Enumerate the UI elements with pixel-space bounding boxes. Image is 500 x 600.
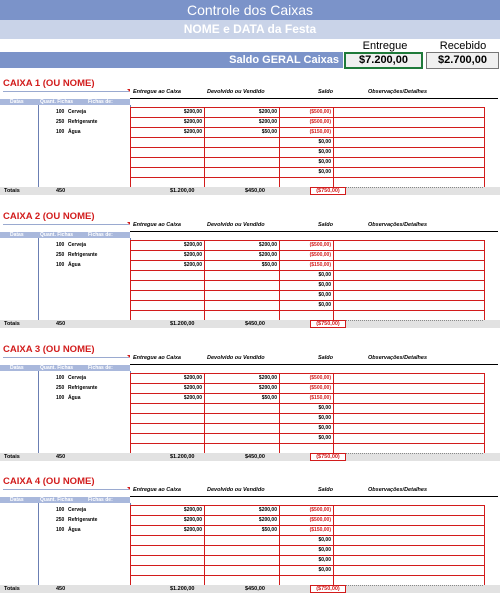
col-entregue-header: Entregue ao Caixa (133, 355, 181, 361)
totals-saldo: ($750,00) (310, 320, 346, 328)
col-datas-header: Datas (10, 232, 24, 238)
grid-cell[interactable] (334, 168, 484, 178)
empty-row-saldo[interactable]: $0,00 (318, 149, 331, 155)
comment-marker-icon (127, 487, 130, 490)
row-entregue[interactable]: $200,00 (183, 242, 202, 248)
totals-saldo: ($750,00) (310, 187, 346, 195)
grid-cell[interactable] (334, 516, 484, 526)
grid-cell[interactable] (131, 271, 205, 281)
row-saldo[interactable]: ($500,00) (309, 109, 331, 115)
col-entregue-header: Entregue ao Caixa (133, 487, 181, 493)
row-ficha[interactable]: Água (68, 262, 81, 268)
grid-cell[interactable] (131, 291, 205, 301)
row-vendido[interactable]: $50,00 (261, 262, 277, 268)
col-quant-header: Quant. Fichas (40, 99, 74, 105)
grid-cell[interactable] (334, 536, 484, 546)
row-entregue[interactable]: $200,00 (183, 527, 202, 533)
row-entregue[interactable]: $200,00 (183, 119, 202, 125)
empty-row-saldo[interactable]: $0,00 (318, 272, 331, 278)
grid-cell[interactable] (334, 424, 484, 434)
grid-cell[interactable] (334, 108, 484, 118)
caixa-title[interactable]: CAIXA 3 (OU NOME) (3, 343, 129, 358)
row-saldo[interactable]: ($500,00) (309, 119, 331, 125)
totals-saldo: ($750,00) (310, 453, 346, 461)
grid-cell[interactable] (131, 424, 205, 434)
grid-cell[interactable] (131, 301, 205, 311)
empty-row-saldo[interactable]: $0,00 (318, 282, 331, 288)
grid-cell[interactable] (205, 168, 280, 178)
grid-cell[interactable] (205, 271, 280, 281)
grid-cell[interactable] (205, 301, 280, 311)
empty-row-saldo[interactable]: $0,00 (318, 169, 331, 175)
grid-cell[interactable] (334, 394, 484, 404)
row-quantity[interactable]: 100 (56, 129, 65, 135)
empty-row-saldo[interactable]: $0,00 (318, 292, 331, 298)
totals-entregue: $1.200,00 (170, 188, 195, 194)
row-saldo[interactable]: ($150,00) (309, 395, 331, 401)
empty-row-saldo[interactable]: $0,00 (318, 557, 331, 563)
col-obs-header: Observações/Detalhes (368, 355, 428, 361)
totals-entregue: $1.200,00 (170, 321, 195, 327)
grid-cell[interactable] (334, 251, 484, 261)
row-entregue[interactable]: $200,00 (183, 109, 202, 115)
column-divider (38, 503, 39, 585)
empty-row-saldo[interactable]: $0,00 (318, 405, 331, 411)
grid-cell[interactable] (334, 526, 484, 536)
grid-cell[interactable] (131, 546, 205, 556)
totals-vendido: $450,00 (245, 586, 265, 592)
row-ficha[interactable]: Cerveja (68, 242, 87, 248)
row-ficha[interactable]: Cerveja (68, 109, 87, 115)
row-saldo[interactable]: ($150,00) (309, 129, 331, 135)
grid-cell[interactable] (205, 138, 280, 148)
grid-cell[interactable] (131, 138, 205, 148)
column-divider (38, 105, 39, 187)
col-fichas-header: Fichas de: (88, 497, 113, 503)
totals-quantity: 450 (56, 586, 66, 592)
row-ficha[interactable]: Cerveja (68, 507, 87, 513)
caixa-section (0, 475, 500, 593)
grid-cell[interactable] (334, 118, 484, 128)
col-quant-header: Quant. Fichas (40, 365, 74, 371)
header-rule (130, 98, 498, 99)
totals-obs-dotted (346, 585, 483, 594)
comment-marker-icon (127, 222, 130, 225)
totals-entregue: $1.200,00 (170, 454, 195, 460)
grid-cell[interactable] (334, 546, 484, 556)
caixa-title[interactable]: CAIXA 4 (OU NOME) (3, 475, 129, 490)
row-vendido[interactable]: $50,00 (261, 395, 277, 401)
column-divider (38, 238, 39, 320)
grid-cell[interactable] (131, 414, 205, 424)
row-entregue[interactable]: $200,00 (183, 262, 202, 268)
empty-row-saldo[interactable]: $0,00 (318, 537, 331, 543)
col-saldo-header: Saldo (318, 355, 333, 361)
col-fichas-header: Fichas de: (88, 232, 113, 238)
totals-quantity: 450 (56, 454, 66, 460)
grid-cell[interactable] (205, 536, 280, 546)
totals-quantity: 450 (56, 321, 66, 327)
col-entregue-header: Entregue ao Caixa (133, 222, 181, 228)
empty-row-saldo[interactable]: $0,00 (318, 425, 331, 431)
recebido-header: Recebido (439, 40, 487, 52)
grid-cell[interactable] (334, 414, 484, 424)
totals-vendido: $450,00 (245, 321, 265, 327)
grid-cell[interactable] (205, 546, 280, 556)
row-saldo[interactable]: ($150,00) (309, 262, 331, 268)
grid-cell[interactable] (205, 424, 280, 434)
grid-cell[interactable] (205, 414, 280, 424)
row-saldo[interactable]: ($500,00) (309, 385, 331, 391)
row-saldo[interactable]: ($500,00) (309, 375, 331, 381)
row-saldo[interactable]: ($500,00) (309, 517, 331, 523)
row-quantity[interactable]: 100 (56, 375, 65, 381)
totals-saldo: ($750,00) (310, 585, 346, 593)
grid-cell[interactable] (205, 556, 280, 566)
row-entregue[interactable]: $200,00 (183, 129, 202, 135)
totals-label: Totais (4, 586, 20, 592)
col-datas-header: Datas (10, 365, 24, 371)
row-quantity[interactable]: 250 (56, 517, 65, 523)
row-saldo[interactable]: ($500,00) (309, 507, 331, 513)
row-ficha[interactable]: Refrigerante (68, 517, 98, 523)
header-rule (130, 231, 498, 232)
empty-row-saldo[interactable]: $0,00 (318, 415, 331, 421)
grid-cell[interactable] (205, 291, 280, 301)
row-ficha[interactable]: Água (68, 129, 81, 135)
grid-cell[interactable] (334, 506, 484, 516)
grid-cell[interactable] (205, 404, 280, 414)
grid-cell[interactable] (131, 434, 205, 444)
row-ficha[interactable]: Cerveja (68, 375, 87, 381)
totals-vendido: $450,00 (245, 454, 265, 460)
header-rule (130, 496, 498, 497)
grid-cell[interactable] (131, 404, 205, 414)
caixa-title[interactable]: CAIXA 2 (OU NOME) (3, 210, 129, 225)
row-ficha[interactable]: Água (68, 395, 81, 401)
row-vendido[interactable]: $200,00 (258, 119, 277, 125)
row-ficha[interactable]: Refrigerante (68, 385, 98, 391)
saldo-entregue-cell[interactable]: $7.200,00 (344, 52, 423, 69)
grid-cell[interactable] (334, 374, 484, 384)
row-vendido[interactable]: $200,00 (258, 109, 277, 115)
grid-cell[interactable] (334, 556, 484, 566)
col-quant-header: Quant. Fichas (40, 232, 74, 238)
row-saldo[interactable]: ($500,00) (309, 252, 331, 258)
row-quantity[interactable]: 100 (56, 262, 65, 268)
empty-row-saldo[interactable]: $0,00 (318, 302, 331, 308)
row-quantity[interactable]: 250 (56, 119, 65, 125)
row-ficha[interactable]: Refrigerante (68, 119, 98, 125)
totals-obs-dotted (346, 453, 483, 462)
grid-cell[interactable] (131, 556, 205, 566)
grid-cell[interactable] (334, 384, 484, 394)
row-vendido[interactable]: $200,00 (258, 242, 277, 248)
col-obs-header: Observações/Detalhes (368, 487, 428, 493)
grid-cell[interactable] (131, 281, 205, 291)
row-vendido[interactable]: $200,00 (258, 517, 277, 523)
grid-cell[interactable] (205, 158, 280, 168)
row-vendido[interactable]: $200,00 (258, 385, 277, 391)
empty-row-saldo[interactable]: $0,00 (318, 547, 331, 553)
grid-cell[interactable] (205, 148, 280, 158)
grid-cell[interactable] (334, 281, 484, 291)
row-vendido[interactable]: $200,00 (258, 507, 277, 513)
grid-cell[interactable] (334, 291, 484, 301)
totals-entregue: $1.200,00 (170, 586, 195, 592)
empty-row-saldo[interactable]: $0,00 (318, 139, 331, 145)
row-quantity[interactable]: 100 (56, 527, 65, 533)
col-obs-header: Observações/Detalhes (368, 89, 428, 95)
empty-row-saldo[interactable]: $0,00 (318, 567, 331, 573)
grid-cell[interactable] (131, 158, 205, 168)
grid-cell[interactable] (131, 148, 205, 158)
caixa-section (0, 210, 500, 328)
caixa-section (0, 343, 500, 461)
row-entregue[interactable]: $200,00 (183, 507, 202, 513)
header-rule (130, 364, 498, 365)
row-saldo[interactable]: ($500,00) (309, 242, 331, 248)
row-quantity[interactable]: 250 (56, 385, 65, 391)
col-datas-header: Datas (10, 99, 24, 105)
row-quantity[interactable]: 100 (56, 109, 65, 115)
grid-cell[interactable] (205, 434, 280, 444)
totals-obs-dotted (346, 187, 483, 196)
col-saldo-header: Saldo (318, 89, 333, 95)
totals-vendido: $450,00 (245, 188, 265, 194)
totals-label: Totais (4, 188, 20, 194)
grid-cell[interactable] (334, 404, 484, 414)
row-entregue[interactable]: $200,00 (183, 395, 202, 401)
col-datas-header: Datas (10, 497, 24, 503)
grid-cell[interactable] (334, 148, 484, 158)
col-vendido-header: Devolvido ou Vendido (207, 355, 265, 361)
totals-label: Totais (4, 454, 20, 460)
grid-cell[interactable] (334, 241, 484, 251)
caixa-section (0, 77, 500, 195)
col-entregue-header: Entregue ao Caixa (133, 89, 181, 95)
grid-cell[interactable] (334, 566, 484, 576)
sheet-title: Controle dos Caixas (0, 0, 500, 20)
col-obs-header: Observações/Detalhes (368, 222, 428, 228)
saldo-recebido-cell[interactable]: $2.700,00 (426, 52, 499, 69)
caixa-title[interactable]: CAIXA 1 (OU NOME) (3, 77, 129, 92)
row-ficha[interactable]: Água (68, 527, 81, 533)
col-fichas-header: Fichas de: (88, 99, 113, 105)
row-vendido[interactable]: $50,00 (261, 527, 277, 533)
entregue-header: Entregue (362, 40, 408, 52)
row-vendido[interactable]: $200,00 (258, 375, 277, 381)
row-quantity[interactable]: 100 (56, 395, 65, 401)
row-quantity[interactable]: 100 (56, 242, 65, 248)
grid-cell[interactable] (131, 566, 205, 576)
row-vendido[interactable]: $200,00 (258, 252, 277, 258)
grid-cell[interactable] (334, 301, 484, 311)
saldo-geral-label: Saldo GERAL Caixas (0, 52, 343, 68)
row-ficha[interactable]: Refrigerante (68, 252, 98, 258)
grid-cell[interactable] (334, 434, 484, 444)
grid-cell[interactable] (131, 536, 205, 546)
totals-label: Totais (4, 321, 20, 327)
empty-row-saldo[interactable]: $0,00 (318, 159, 331, 165)
totals-quantity: 450 (56, 188, 66, 194)
grid-cell[interactable] (334, 271, 484, 281)
grid-cell[interactable] (205, 566, 280, 576)
grid-cell[interactable] (131, 168, 205, 178)
col-quant-header: Quant. Fichas (40, 497, 74, 503)
row-quantity[interactable]: 100 (56, 507, 65, 513)
row-vendido[interactable]: $50,00 (261, 129, 277, 135)
row-saldo[interactable]: ($150,00) (309, 527, 331, 533)
column-divider (38, 371, 39, 453)
col-vendido-header: Devolvido ou Vendido (207, 222, 265, 228)
row-entregue[interactable]: $200,00 (183, 385, 202, 391)
empty-row-saldo[interactable]: $0,00 (318, 435, 331, 441)
comment-marker-icon (127, 89, 130, 92)
grid-cell[interactable] (334, 128, 484, 138)
comment-marker-icon (127, 355, 130, 358)
grid-cell[interactable] (334, 138, 484, 148)
col-saldo-header: Saldo (318, 222, 333, 228)
grid-cell[interactable] (334, 261, 484, 271)
row-entregue[interactable]: $200,00 (183, 252, 202, 258)
row-entregue[interactable]: $200,00 (183, 375, 202, 381)
grid-cell[interactable] (334, 158, 484, 168)
row-quantity[interactable]: 250 (56, 252, 65, 258)
totals-obs-dotted (346, 320, 483, 329)
grid-cell[interactable] (205, 281, 280, 291)
col-fichas-header: Fichas de: (88, 365, 113, 371)
col-vendido-header: Devolvido ou Vendido (207, 89, 265, 95)
row-entregue[interactable]: $200,00 (183, 517, 202, 523)
col-saldo-header: Saldo (318, 487, 333, 493)
sheet-subtitle[interactable]: NOME e DATA da Festa (0, 20, 500, 39)
col-vendido-header: Devolvido ou Vendido (207, 487, 265, 493)
